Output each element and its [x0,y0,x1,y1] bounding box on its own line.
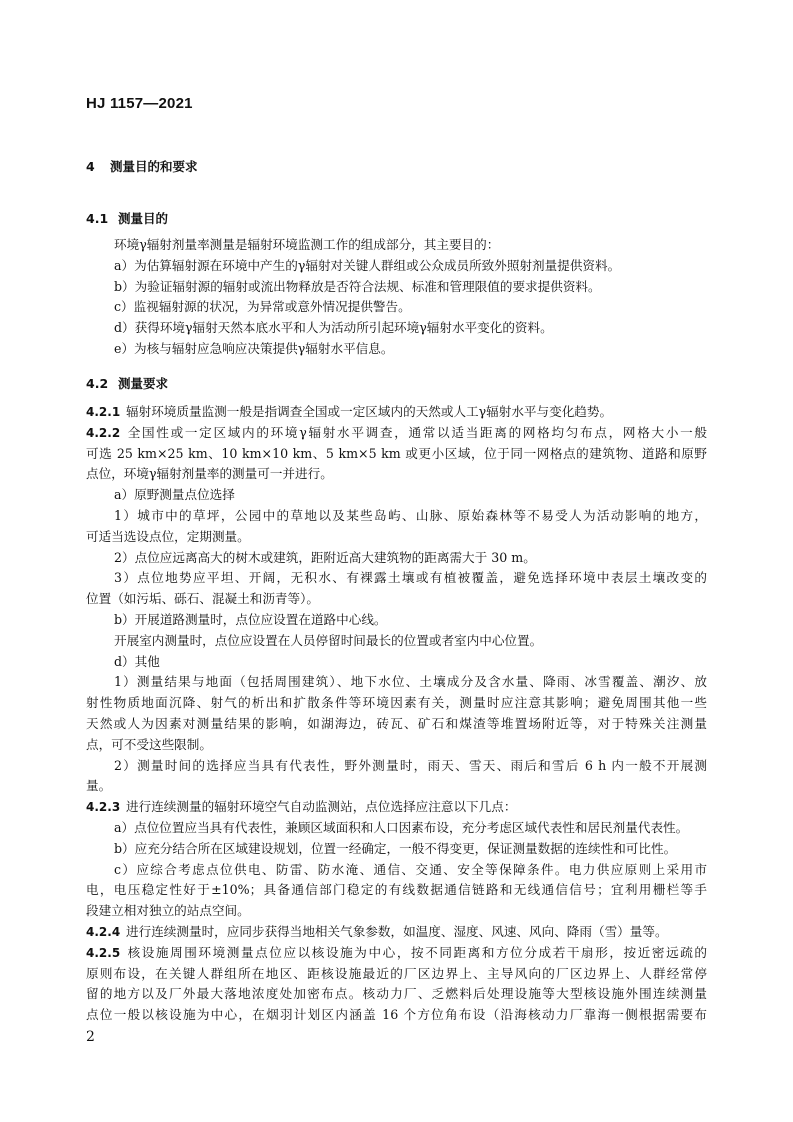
list-item: b）为验证辐射源的辐射或流出物释放是否符合法规、标准和管理限值的要求提供资料。 [114,278,601,294]
section-number: 4 [86,159,95,174]
section-4-1-body [86,235,707,360]
section-title: 测量要求 [118,376,169,391]
list-item: a）为估算辐射源在环境中产生的γ辐射对关键人群组或公众成员所致外照射剂量提供资料。 [114,257,621,273]
list-item: c）监视辐射源的状况，为异常或意外情况提供警告。 [114,299,411,315]
paragraph-line: 位置（如污垢、砾石、混凝土和沥青等）。 [86,591,319,607]
list-item: 1）城市中的草坪，公园中的草地以及某些岛屿、山脉、原始森林等不易受人为活动影响的地方， [114,507,707,523]
paragraph-line: 原则布设，在关键人群组所在地区、距核设施最近的厂区边界上、主导风向的厂区边界上、人群经常停 [86,965,707,981]
paragraph-line: 可选 25 km×25 km、10 km×10 km、5 km×5 km 或更小区域，位于同一网格点的建筑物、道路和原野 [86,445,707,461]
clause-4-2-3 [86,797,707,818]
list-item: b）开展道路测量时，点位应设置在道路中心线。 [114,611,387,627]
clause-4-2-1 [86,402,707,423]
clause-4-2-4 [86,922,707,943]
paragraph-line: 可适当选设点位，定期测量。 [86,528,250,544]
list-item: c）应综合考虑点位供电、防雷、防水淹、通信、交通、安全等保障条件。电力供应原则上采用市 [114,861,707,877]
clause-4-2-2 [86,423,707,444]
paragraph-line: 天然或人为因素对测量结果的影响，如湖海边，砖瓦、矿石和煤渣等堆置场附近等，对于特殊关注测量 [86,715,707,731]
section-4-heading [86,157,198,175]
list-item: b）应充分结合所在区域建设规划，位置一经确定，一般不得变更，保证测量数据的连续性和可比性。 [114,840,677,856]
paragraph-line: 点位一般以核设施为中心，在烟羽计划区内涵盖 16 个方位角布设（沿海核动力厂靠海一侧根据需要布 [86,1007,707,1023]
list-item: e）为核与辐射应急响应决策提供γ辐射水平信息。 [114,340,394,356]
list-item: 2）点位应远离高大的树木或建筑，距附近高大建筑物的距离需大于 30 m。 [114,549,536,565]
list-item: a）点位位置应当具有代表性，兼顾区域面积和人口因素布设，充分考虑区域代表性和居民剂量代表性。 [114,819,689,835]
clause-text: 进行连续测量的辐射环境空气自动监测站，点位选择应注意以下几点： [126,799,517,815]
clause-text: 全国性或一定区域内的环境γ辐射水平调查，通常以适当距离的网格均匀布点，网格大小一般 [126,424,707,440]
clause-number: 4.2.1 [86,405,121,419]
paragraph-line: 射性物质地面沉降、射气的析出和扩散条件等环境因素有关，测量时应注意其影响；避免周围其他一些 [86,695,707,711]
section-4-2-body [86,402,707,1026]
list-item: d）其他 [114,653,160,669]
clause-4-2-5 [86,943,707,964]
standard-number: HJ 1157—2021 [86,95,193,112]
paragraph-line: 环境γ辐射剂量率测量是辐射环境监测工作的组成部分，其主要目的： [114,237,500,252]
clause-text: 核设施周围环境测量点位应以核设施为中心，按不同距离和方位分成若干扇形，按近密远疏的 [126,944,707,960]
section-4-2-heading [86,374,168,392]
paragraph-line: 量。 [86,778,112,794]
section-number: 4.1 [86,211,109,226]
list-item: 3）点位地势应平坦、开阔，无积水、有裸露土壤或有植被覆盖，避免选择环境中表层土壤改变的 [114,570,707,586]
clause-number: 4.2.5 [86,945,121,960]
list-item: a）原野测量点位选择 [114,487,235,503]
list-item: d）获得环境γ辐射天然本底水平和人为活动所引起环境γ辐射水平变化的资料。 [114,320,553,336]
clause-text: 进行连续测量时，应同步获得当地相关气象参数，如温度、湿度、风速、风向、降雨（雪）量等。 [126,923,668,939]
section-title: 测量目的和要求 [110,159,198,174]
list-item: 2）测量时间的选择应当具有代表性，野外测量时，雨天、雪天、雨后和雪后 6 h 内一般不开展测 [114,757,707,773]
paragraph-line: 段建立相对独立的站点空间。 [86,903,250,919]
section-number: 4.2 [86,376,109,391]
paragraph-line: 点，可不受这些限制。 [86,736,212,752]
clause-number: 4.2.2 [86,425,121,440]
paragraph-line: 留的地方以及厂外最大落地浓度处加密布点。核动力厂、乏燃料后处理设施等大型核设施外围连续测量 [86,986,707,1002]
section-4-1-heading [86,209,168,227]
page-number: 2 [86,1029,95,1045]
clause-number: 4.2.4 [86,924,121,939]
clause-text: 辐射环境质量监测一般是指调查全国或一定区域内的天然或人工γ辐射水平与变化趋势。 [126,404,613,419]
clause-number: 4.2.3 [86,800,121,815]
section-title: 测量目的 [118,211,169,226]
paragraph-line: 点位，环境γ辐射剂量率的测量可一并进行。 [86,466,333,482]
paragraph-line: 电，电压稳定性好于±10%；具备通信部门稳定的有线数据通信链路和无线通信信号；宜利用栅栏等手 [86,882,707,898]
list-item: 开展室内测量时，点位应设置在人员停留时间最长的位置或者室内中心位置。 [114,632,543,648]
list-item: 1）测量结果与地面（包括周围建筑）、地下水位、土壤成分及含水量、降雨、冰雪覆盖、潮汐、放 [114,674,707,690]
